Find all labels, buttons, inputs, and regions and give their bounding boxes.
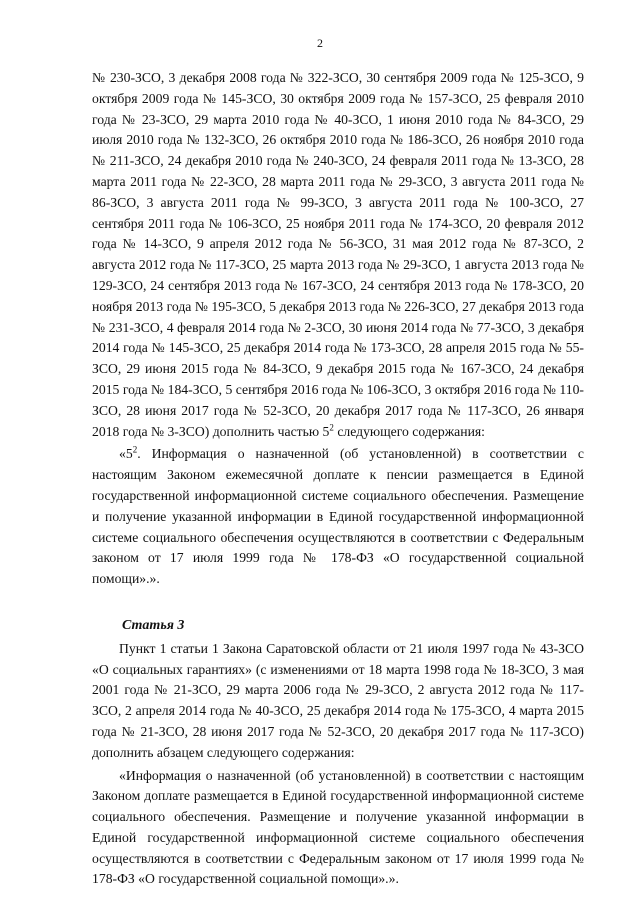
new-part-text: . Информация о назначенной (об установленной) в соответствии с настоящим Законом ежемесячной доплате к пенсии размещается в Единой государственной информационной системе социального обеспечения. Размещение и получение указанной информации в Единой государственной информационной системе социального обеспечения осуществляются в соответствии с Федеральным законом от 17 июля 1999 года № 178-ФЗ «О государственной социальной помощи».».	[92, 446, 584, 587]
article-heading: Статья 3	[122, 617, 185, 633]
new-part-paragraph	[92, 444, 584, 590]
amendment-list-text: № 230-ЗСО, 3 декабря 2008 года № 322-ЗСО, 30 сентября 2009 года № 125-ЗСО, 9 октября 2009 года № 145-ЗСО, 30 октября 2009 года № 157-ЗСО, 25 февраля 2010 года № 23-ЗСО, 29 марта 2010 года № 40-ЗСО, 1 июня 2010 года № 84-ЗСО, 29 июля 2010 года № 132-ЗСО, 26 октября 2010 года № 186-ЗСО, 26 ноября 2010 года № 211-ЗСО, 24 декабря 2010 года № 240-ЗСО, 24 февраля 2011 года № 13-ЗСО, 28 марта 2011 года № 22-ЗСО, 28 марта 2011 года № 29-ЗСО, 3 августа 2011 года № 86-ЗСО, 3 августа 2011 года № 99-ЗСО, 3 августа 2011 года № 100-ЗСО, 27 сентября 2011 года № 106-ЗСО, 25 ноября 2011 года № 174-ЗСО, 20 февраля 2012 года № 14-ЗСО, 9 апреля 2012 года № 56-ЗСО, 31 мая 2012 года № 87-ЗСО, 2 августа 2012 года № 117-ЗСО, 25 марта 2013 года № 29-ЗСО, 1 августа 2013 года № 129-ЗСО, 24 сентября 2013 года № 167-ЗСО, 24 сентября 2013 года № 178-ЗСО, 20 ноября 2013 года № 195-ЗСО, 5 декабря 2013 года № 226-ЗСО, 27 декабря 2013 года № 231-ЗСО, 4 февраля 2014 года № 2-ЗСО, 30 июня 2014 года № 77-ЗСО, 3 декабря 2014 года № 145-ЗСО, 25 декабря 2014 года № 173-ЗСО, 28 апреля 2015 года № 55-ЗСО, 29 июня 2015 года № 84-ЗСО, 9 декабря 2015 года № 167-ЗСО, 24 декабря 2015 года № 184-ЗСО, 5 сентября 2016 года № 106-ЗСО, 3 октября 2016 года № 110-ЗСО, 28 июня 2017 года № 52-ЗСО, 20 декабря 2017 года № 117-ЗСО, 26 января 2018 года № 3-ЗСО) дополнить частью 5	[92, 70, 584, 439]
part-superscript: 2	[329, 421, 334, 432]
amendment-list-ending: следующего содержания:	[333, 423, 485, 439]
article-3-paragraph: Пункт 1 статьи 1 Закона Саратовской области от 21 июля 1997 года № 43-ЗСО «О социальных гарантиях» (с изменениями от 18 марта 1998 года № 18-ЗСО, 3 мая 2001 года № 21-ЗСО, 29 марта 2006 года № 29-ЗСО, 2 августа 2012 года № 117-ЗСО, 2 апреля 2014 года № 40-ЗСО, 25 декабря 2014 года № 175-ЗСО, 4 марта 2015 года № 21-ЗСО, 28 июня 2017 года № 52-ЗСО, 20 декабря 2017 года № 117-ЗСО) дополнить абзацем следующего содержания:	[92, 640, 584, 760]
page-number: 2	[317, 36, 323, 50]
new-part-superscript: 2	[132, 444, 138, 455]
new-paragraph-quote: «Информация о назначенной (об установленной) в соответствии с настоящим Законом доплате размещается в Единой государственной информационной системе социального обеспечения. Размещение и получение указанной информации в Единой государственной информационной системе социального обеспечения осуществляются в соответствии с Федеральным законом от 17 июля 1999 года № 178-ФЗ «О государственной социальной помощи».».	[92, 767, 584, 887]
new-part-number: «5	[119, 446, 133, 462]
amendment-list-paragraph	[92, 68, 584, 442]
document-body	[92, 68, 584, 890]
